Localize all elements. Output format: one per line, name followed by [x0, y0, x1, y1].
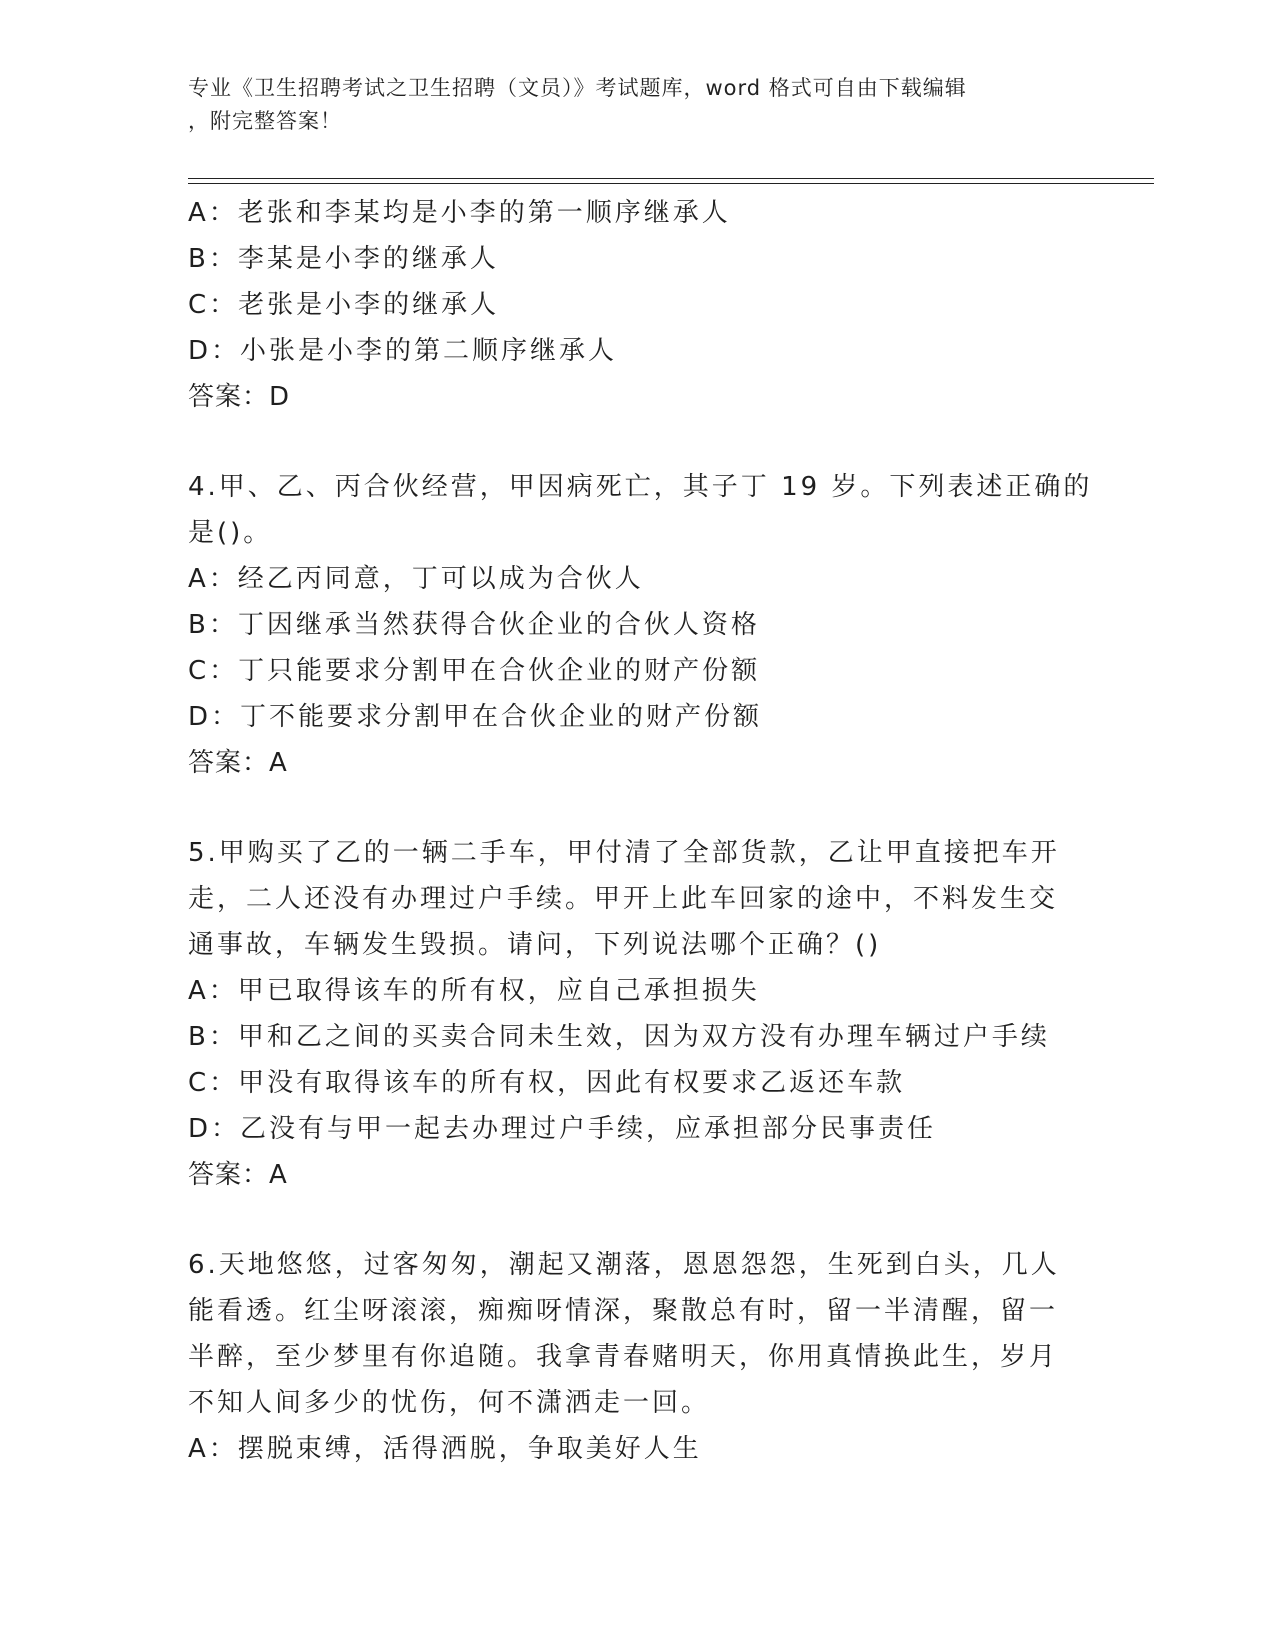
question-stem-line: 走，二人还没有办理过户手续。甲开上此车回家的途中，不料发生交	[188, 884, 1059, 914]
question-3	[188, 190, 1088, 420]
question-list	[188, 190, 1093, 1472]
option-a: A：甲已取得该车的所有权，应自己承担损失	[188, 976, 760, 1006]
option-b: B：甲和乙之间的买卖合同未生效，因为双方没有办理车辆过户手续	[188, 1022, 1050, 1052]
option-c: C：老张是小李的继承人	[188, 290, 500, 320]
question-stem-line: 4.甲、乙、丙合伙经营，甲因病死亡，其子丁 19 岁。下列表述正确的	[188, 472, 1093, 502]
question-stem-line: 6.天地悠悠，过客匆匆，潮起又潮落，恩恩怨怨，生死到白头，几人	[188, 1250, 1060, 1280]
question-stem-line: 通事故，车辆发生毁损。请问，下列说法哪个正确？()	[188, 930, 882, 960]
header-line-1: 专业《卫生招聘考试之卫生招聘（文员）》考试题库，word 格式可自由下载编辑	[188, 76, 967, 100]
option-b: B：李某是小李的继承人	[188, 244, 499, 274]
option-c: C：甲没有取得该车的所有权，因此有权要求乙返还车款	[188, 1068, 906, 1098]
option-a: A：老张和李某均是小李的第一顺序继承人	[188, 198, 731, 228]
option-c: C：丁只能要求分割甲在合伙企业的财产份额	[188, 656, 761, 686]
question-spacer	[188, 1198, 1088, 1242]
question-stem-line: 不知人间多少的忧伤，何不潇洒走一回。	[188, 1388, 711, 1418]
question-stem-line: 半醉，至少梦里有你追随。我拿青春赌明天，你用真情换此生，岁月	[188, 1342, 1059, 1372]
question-4	[188, 464, 1093, 786]
header-rule-bottom	[188, 183, 1154, 184]
answer: 答案：A	[188, 1160, 288, 1190]
option-d: D：丁不能要求分割甲在合伙企业的财产份额	[188, 702, 763, 732]
option-d: D：乙没有与甲一起去办理过户手续，应承担部分民事责任	[188, 1114, 937, 1144]
header-line-2: ，附完整答案！	[188, 109, 342, 133]
option-a: A：摆脱束缚，活得洒脱，争取美好人生	[188, 1434, 702, 1464]
answer: 答案：A	[188, 748, 288, 778]
question-stem-line: 能看透。红尘呀滚滚，痴痴呀情深，聚散总有时，留一半清醒，留一	[188, 1296, 1059, 1326]
answer: 答案：D	[188, 382, 291, 412]
option-d: D：小张是小李的第二顺序继承人	[188, 336, 618, 366]
question-stem-line: 5.甲购买了乙的一辆二手车，甲付清了全部货款，乙让甲直接把车开	[188, 838, 1060, 868]
header-rule-top	[188, 178, 1154, 179]
document-header	[188, 72, 1088, 138]
question-5	[188, 830, 1088, 1198]
question-stem-line: 是()。	[188, 518, 273, 548]
question-6	[188, 1242, 1088, 1472]
option-a: A：经乙丙同意，丁可以成为合伙人	[188, 564, 644, 594]
option-b: B：丁因继承当然获得合伙企业的合伙人资格	[188, 610, 760, 640]
question-spacer	[188, 420, 1088, 464]
question-spacer	[188, 786, 1088, 830]
